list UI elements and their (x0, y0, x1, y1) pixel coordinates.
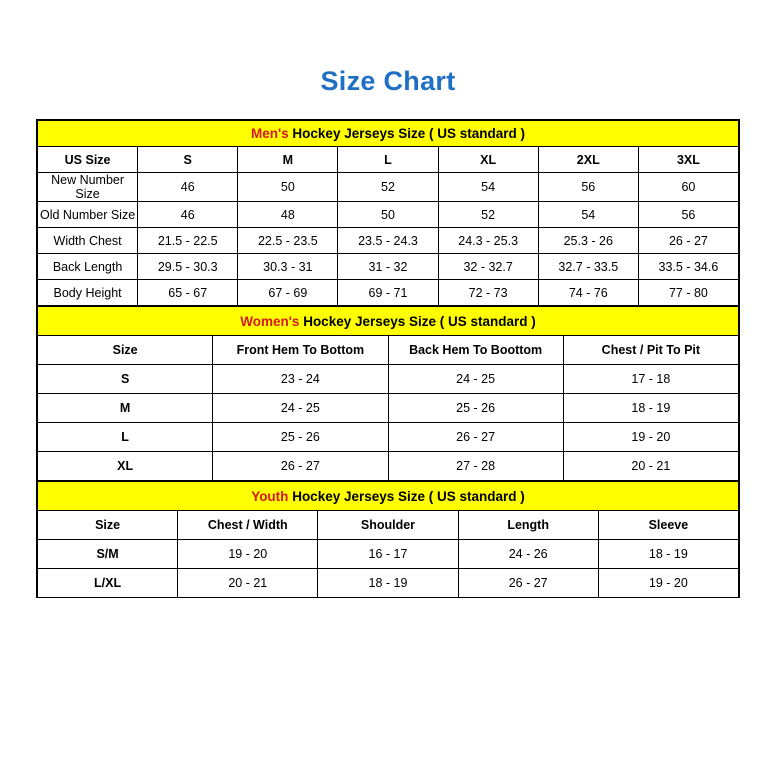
row-label: L/XL (38, 569, 178, 598)
row-label: XL (38, 452, 213, 481)
table-cell: 50 (338, 202, 438, 228)
table-cell: 65 - 67 (138, 280, 238, 306)
table-cell: 25 - 26 (388, 394, 563, 423)
col-header: Chest / Pit To Pit (563, 336, 738, 365)
table-cell: 52 (438, 202, 538, 228)
col-header: S (138, 147, 238, 173)
table-cell: 19 - 20 (178, 540, 318, 569)
table-cell: 32 - 32.7 (438, 254, 538, 280)
col-header: Chest / Width (178, 511, 318, 540)
table-cell: 29.5 - 30.3 (138, 254, 238, 280)
col-header: L (338, 147, 438, 173)
table-cell: 60 (638, 173, 738, 202)
table-cell: 30.3 - 31 (238, 254, 338, 280)
row-label: Body Height (38, 280, 138, 306)
table-row (38, 394, 739, 423)
table-row (38, 254, 739, 280)
table-cell: 77 - 80 (638, 280, 738, 306)
col-header: Size (38, 511, 178, 540)
table-cell: 19 - 20 (563, 423, 738, 452)
col-header: Sleeve (598, 511, 738, 540)
youth-banner-accent: Youth (251, 488, 289, 504)
table-cell: 67 - 69 (238, 280, 338, 306)
womens-banner (38, 307, 739, 336)
mens-banner-accent: Men's (250, 126, 289, 141)
row-label: S (38, 365, 213, 394)
table-cell: 54 (438, 173, 538, 202)
row-label: Width Chest (38, 228, 138, 254)
row-label: S/M (38, 540, 178, 569)
table-cell: 24.3 - 25.3 (438, 228, 538, 254)
table-cell: 27 - 28 (388, 452, 563, 481)
table-cell: 24 - 25 (388, 365, 563, 394)
table-cell: 25 - 26 (213, 423, 388, 452)
table-cell: 18 - 19 (318, 569, 458, 598)
col-header: M (238, 147, 338, 173)
table-cell: 23 - 24 (213, 365, 388, 394)
row-label: M (38, 394, 213, 423)
table-header-row (38, 147, 739, 173)
table-cell: 26 - 27 (213, 452, 388, 481)
table-cell: 18 - 19 (598, 540, 738, 569)
table-cell: 56 (538, 173, 638, 202)
table-cell: 24 - 25 (213, 394, 388, 423)
mens-banner (38, 121, 739, 147)
youth-size-table (37, 481, 739, 598)
row-label: Old Number Size (38, 202, 138, 228)
table-row (38, 569, 739, 598)
table-header-row (38, 511, 739, 540)
table-cell: 56 (638, 202, 738, 228)
youth-banner-rest: Hockey Jerseys Size ( US standard ) (288, 488, 525, 504)
table-cell: 20 - 21 (563, 452, 738, 481)
table-cell: 22.5 - 23.5 (238, 228, 338, 254)
table-row (38, 228, 739, 254)
table-cell: 31 - 32 (338, 254, 438, 280)
table-row (38, 202, 739, 228)
size-chart (36, 119, 740, 598)
table-row (38, 452, 739, 481)
col-header: US Size (38, 147, 138, 173)
table-banner-row (38, 307, 739, 336)
col-header: 3XL (638, 147, 738, 173)
table-cell: 46 (138, 173, 238, 202)
page-title: Size Chart (320, 66, 456, 96)
col-header: 2XL (538, 147, 638, 173)
table-banner-row (38, 121, 739, 147)
table-cell: 18 - 19 (563, 394, 738, 423)
table-row (38, 423, 739, 452)
table-cell: 72 - 73 (438, 280, 538, 306)
table-cell: 20 - 21 (178, 569, 318, 598)
table-cell: 26 - 27 (638, 228, 738, 254)
womens-banner-rest: Hockey Jerseys Size ( US standard ) (299, 313, 536, 329)
col-header: Back Hem To Boottom (388, 336, 563, 365)
table-cell: 46 (138, 202, 238, 228)
table-cell: 19 - 20 (598, 569, 738, 598)
table-row (38, 540, 739, 569)
table-cell: 26 - 27 (458, 569, 598, 598)
table-cell: 25.3 - 26 (538, 228, 638, 254)
mens-banner-rest: Hockey Jerseys Size ( US standard ) (288, 126, 526, 141)
womens-banner-accent: Women's (240, 313, 300, 329)
table-cell: 48 (238, 202, 338, 228)
table-cell: 32.7 - 33.5 (538, 254, 638, 280)
mens-size-table (37, 120, 739, 306)
table-cell: 74 - 76 (538, 280, 638, 306)
table-cell: 52 (338, 173, 438, 202)
table-row (38, 173, 739, 202)
table-cell: 26 - 27 (388, 423, 563, 452)
table-cell: 16 - 17 (318, 540, 458, 569)
table-cell: 50 (238, 173, 338, 202)
row-label: New Number Size (38, 173, 138, 202)
womens-size-table (37, 306, 739, 481)
table-cell: 21.5 - 22.5 (138, 228, 238, 254)
table-cell: 69 - 71 (338, 280, 438, 306)
row-label: Back Length (38, 254, 138, 280)
youth-banner (38, 482, 739, 511)
table-cell: 23.5 - 24.3 (338, 228, 438, 254)
row-label: L (38, 423, 213, 452)
table-cell: 33.5 - 34.6 (638, 254, 738, 280)
table-cell: 54 (538, 202, 638, 228)
col-header: Size (38, 336, 213, 365)
col-header: XL (438, 147, 538, 173)
table-header-row (38, 336, 739, 365)
col-header: Length (458, 511, 598, 540)
table-cell: 24 - 26 (458, 540, 598, 569)
table-cell: 17 - 18 (563, 365, 738, 394)
table-row (38, 280, 739, 306)
col-header: Front Hem To Bottom (213, 336, 388, 365)
table-row (38, 365, 739, 394)
col-header: Shoulder (318, 511, 458, 540)
table-banner-row (38, 482, 739, 511)
